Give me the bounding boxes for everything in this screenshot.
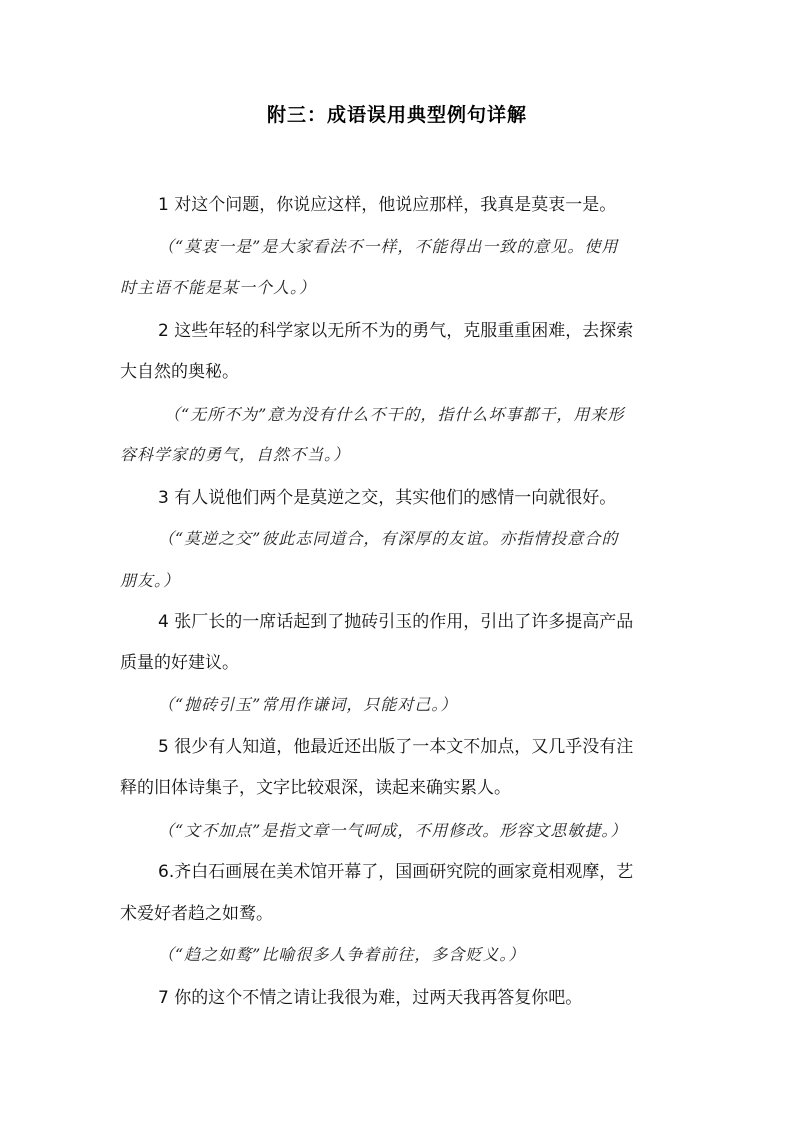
- example-sentence-6-line-1: 6.齐白石画展在美术馆开幕了，国画研究院的画家竟相观摩，艺: [158, 862, 634, 882]
- explanation-4: （“抛砖引玉”常用作谦词，只能对己。）: [158, 695, 458, 714]
- explanation-2-line-1: （“无所不为”意为没有什么不干的，指什么坏事都干，用来形: [164, 405, 625, 424]
- explanation-6: （“趋之如鹜”比喻很多人争着前往，多含贬义。）: [158, 945, 526, 964]
- example-sentence-5-line-2: 释的旧体诗集子，文字比较艰深，读起来确实累人。: [120, 778, 511, 798]
- example-sentence-2-line-1: 2 这些年轻的科学家以无所不为的勇气，克服重重困难，去探索: [158, 321, 634, 341]
- explanation-2-line-2: 容科学家的勇气，自然不当。）: [120, 445, 351, 464]
- example-sentence-6-line-2: 术爱好者趋之如鹜。: [120, 904, 273, 924]
- example-sentence-1: 1 对这个问题，你说应这样，他说应那样，我真是莫衷一是。: [158, 195, 617, 215]
- explanation-3-line-1: （“莫逆之交”彼此志同道合，有深厚的友谊。亦指情投意合的: [158, 529, 619, 548]
- explanation-1-line-1: （“莫衷一是”是大家看法不一样，不能得出一致的意见。使用: [158, 237, 619, 256]
- example-sentence-7: 7 你的这个不情之请让我很为难，过两天我再答复你吧。: [158, 988, 583, 1008]
- example-sentence-4-line-1: 4 张厂长的一席话起到了抛砖引玉的作用，引出了许多提高产品: [158, 612, 634, 632]
- example-sentence-2-line-2: 大自然的奥秘。: [120, 362, 239, 382]
- page-title: 附三：成语误用典型例句详解: [266, 104, 527, 126]
- explanation-1-line-2: 时主语不能是某一个人。）: [120, 278, 317, 297]
- example-sentence-5-line-1: 5 很少有人知道，他最近还出版了一本文不加点，又几乎没有注: [158, 737, 634, 757]
- explanation-3-line-2: 朋友。）: [120, 571, 181, 590]
- explanation-5: （“文不加点”是指文章一气呵成，不用修改。形容文思敏捷。）: [158, 821, 628, 840]
- example-sentence-4-line-2: 质量的好建议。: [120, 653, 239, 673]
- example-sentence-3: 3 有人说他们两个是莫逆之交，其实他们的感情一向就很好。: [158, 488, 617, 508]
